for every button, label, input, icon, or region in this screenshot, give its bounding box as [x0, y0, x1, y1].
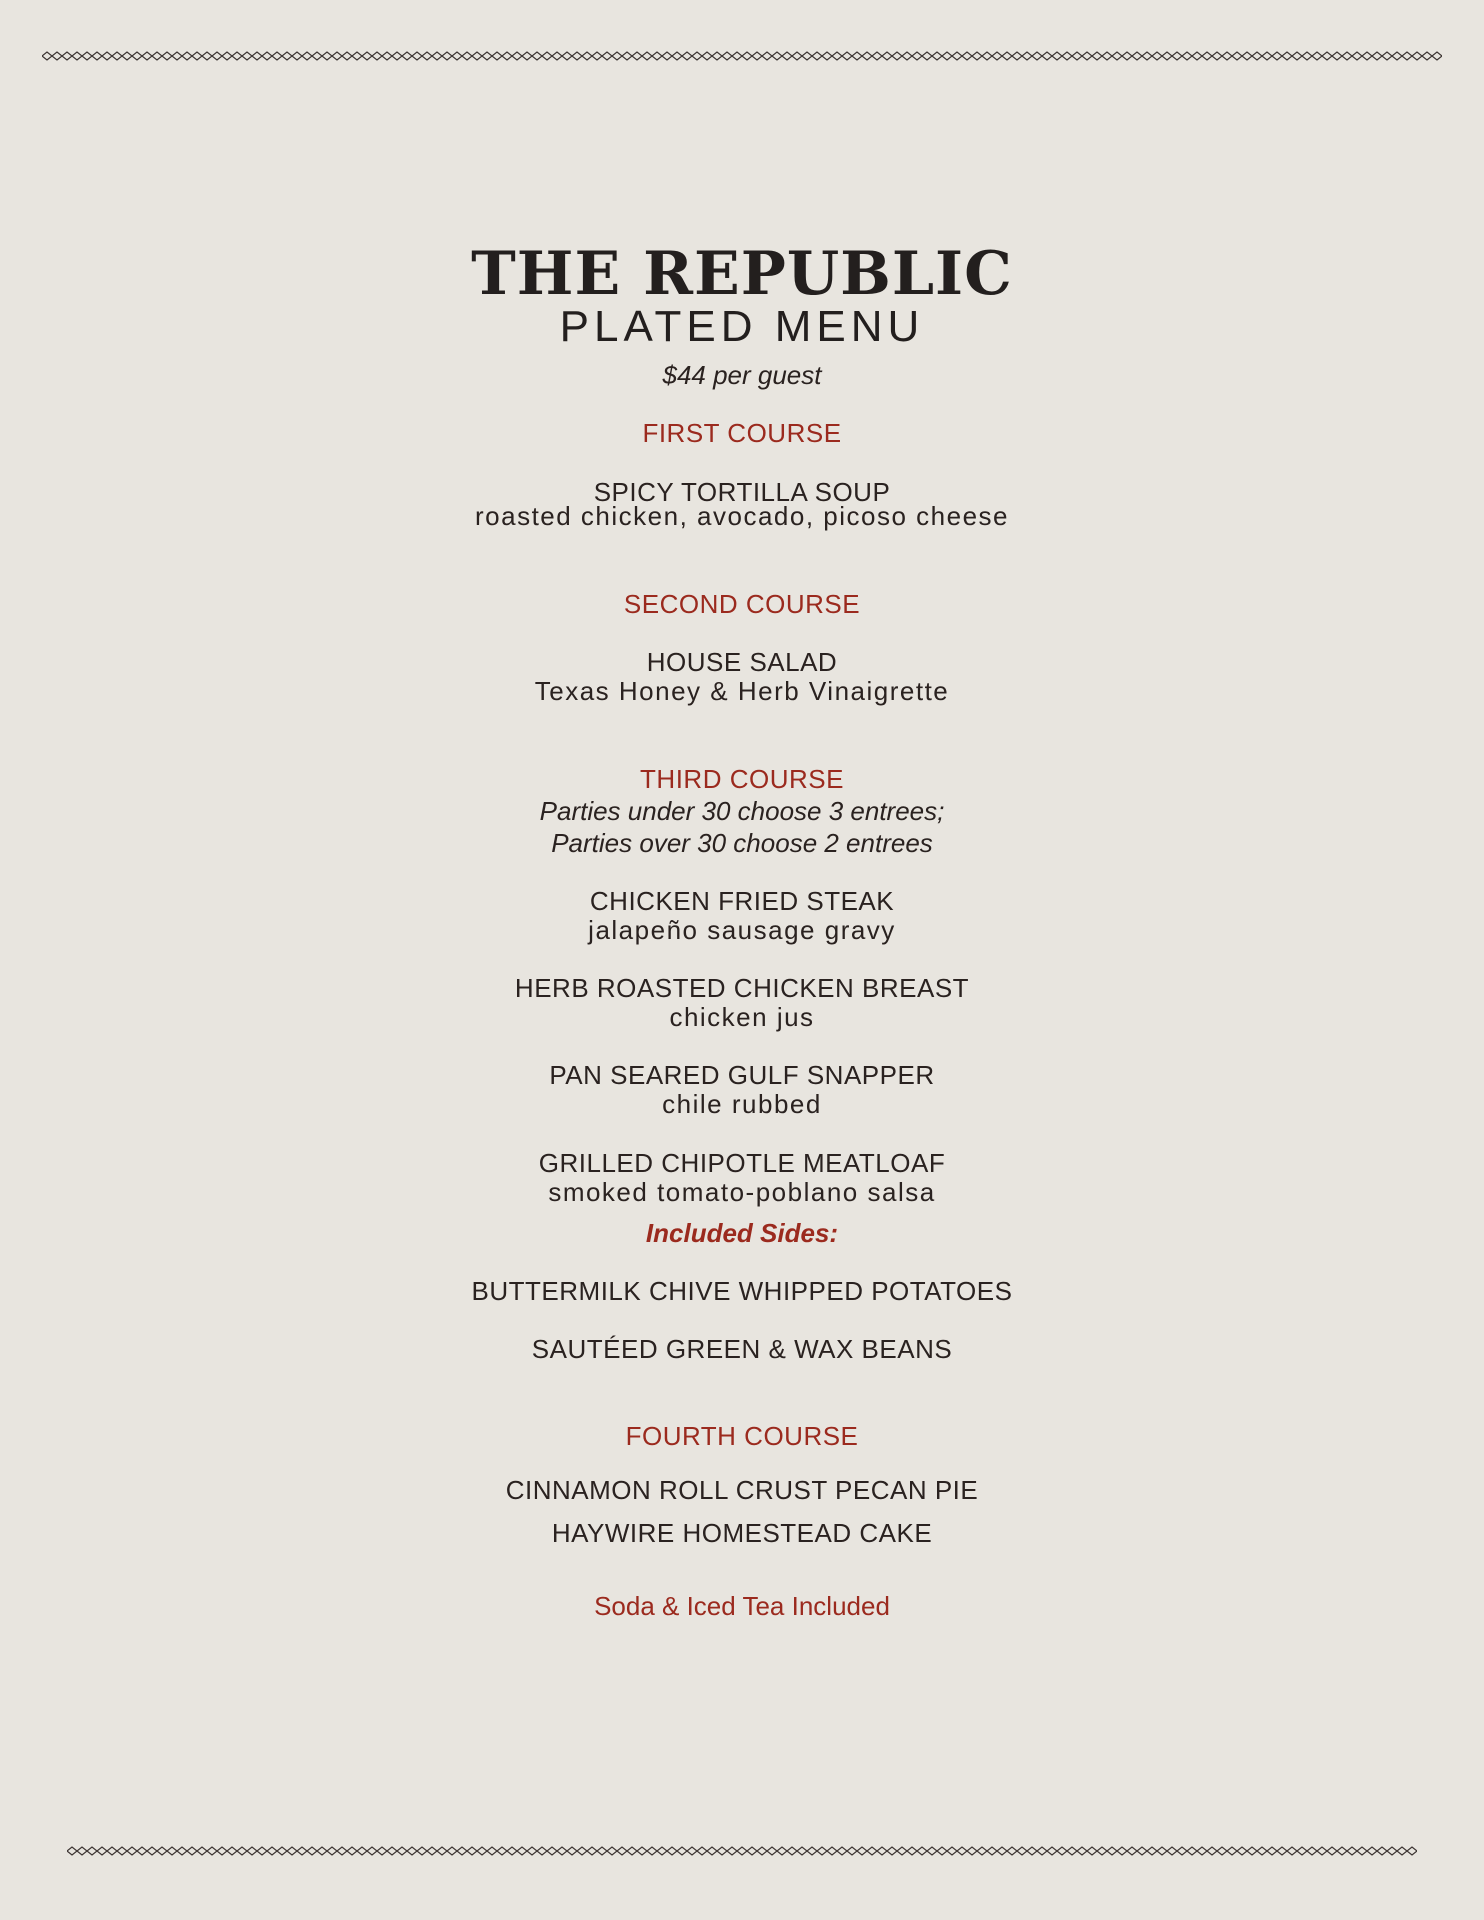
third-course-note-over-30: Parties over 30 choose 2 entrees: [551, 828, 933, 858]
entree-dish: CHICKEN FRIED STEAK: [589, 886, 895, 916]
side-dish: BUTTERMILK CHIVE WHIPPED POTATOES: [471, 1276, 1013, 1306]
entree-description: smoked tomato-poblano salsa: [548, 1177, 936, 1207]
first-course-description: roasted chicken, avocado, picoso cheese: [474, 501, 1009, 531]
entree-description: chile rubbed: [662, 1089, 822, 1119]
entree-description: chicken jus: [669, 1002, 815, 1032]
included-sides-label: Included Sides:: [645, 1218, 839, 1248]
menu-title: PLATED MENU: [559, 302, 925, 351]
second-course-dish: HOUSE SALAD: [646, 647, 838, 677]
third-course-note-under-30: Parties under 30 choose 3 entrees;: [539, 796, 945, 826]
side-dish: SAUTÉED GREEN & WAX BEANS: [531, 1334, 953, 1364]
dessert-dish: HAYWIRE HOMESTEAD CAKE: [551, 1518, 933, 1548]
dessert-dish: CINNAMON ROLL CRUST PECAN PIE: [505, 1475, 979, 1505]
second-course-description: Texas Honey & Herb Vinaigrette: [534, 676, 950, 706]
first-course-dish: SPICY TORTILLA SOUP: [593, 477, 891, 507]
third-course-heading: THIRD COURSE: [640, 764, 844, 794]
entree-dish: GRILLED CHIPOTLE MEATLOAF: [538, 1148, 946, 1178]
price-per-guest: $44 per guest: [662, 360, 822, 390]
beverages-note: Soda & Iced Tea Included: [594, 1591, 890, 1621]
entree-dish: HERB ROASTED CHICKEN BREAST: [514, 973, 970, 1003]
entree-description: jalapeño sausage gravy: [588, 915, 896, 945]
first-course-heading: FIRST COURSE: [642, 418, 842, 448]
fourth-course-heading: FOURTH COURSE: [625, 1421, 859, 1451]
bottom-decorative-border: [67, 1846, 1417, 1856]
second-course-heading: SECOND COURSE: [623, 589, 861, 619]
top-decorative-border: [42, 51, 1442, 61]
restaurant-name: THE REPUBLIC: [471, 239, 1013, 309]
entree-dish: PAN SEARED GULF SNAPPER: [549, 1060, 935, 1090]
